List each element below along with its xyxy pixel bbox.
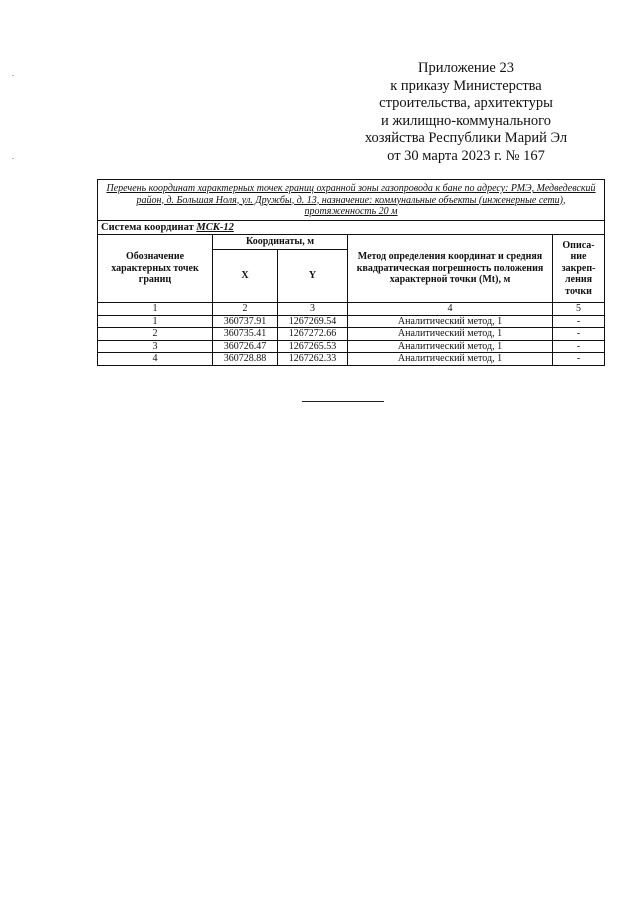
table-row bbox=[98, 328, 605, 341]
cell-x: 360728.88 bbox=[213, 353, 278, 366]
cell-y: 1267272.66 bbox=[278, 328, 348, 341]
annex-line-date: от 30 марта 2023 г. № 167 bbox=[387, 147, 545, 164]
cell-point: 4 bbox=[98, 353, 213, 366]
coordinate-system-label: Система координат bbox=[101, 221, 197, 233]
cell-point: 2 bbox=[98, 328, 213, 341]
coordinates-table bbox=[97, 179, 605, 366]
scan-mark bbox=[12, 158, 14, 159]
annex-line-ministry-2: и жилищно-коммунального bbox=[380, 112, 552, 129]
annex-header bbox=[300, 60, 632, 166]
cell-method: Аналитический метод, 1 bbox=[348, 315, 553, 328]
table-caption: Перечень координат характерных точек границ охранной зоны газопровода к бане по адресу: РМЭ, Медведевский район, д. Большая Ноля, ул. Дружбы, д. 13, назначение: коммунальные объекты (инженерные сети), протяженность 20 м bbox=[98, 180, 605, 221]
cell-desc: - bbox=[553, 315, 605, 328]
header-x: X bbox=[213, 250, 278, 303]
column-number: 1 bbox=[98, 303, 213, 316]
cell-point: 3 bbox=[98, 340, 213, 353]
cell-y: 1267262.33 bbox=[278, 353, 348, 366]
coordinate-system-value: МСК-12 bbox=[196, 221, 234, 233]
cell-method: Аналитический метод, 1 bbox=[348, 340, 553, 353]
cell-desc: - bbox=[553, 328, 605, 341]
cell-desc: - bbox=[553, 340, 605, 353]
annex-line-ministry-3: хозяйства Республики Марий Эл bbox=[364, 130, 568, 147]
cell-x: 360726.47 bbox=[213, 340, 278, 353]
cell-y: 1267269.54 bbox=[278, 315, 348, 328]
cell-method: Аналитический метод, 1 bbox=[348, 353, 553, 366]
table-row bbox=[98, 340, 605, 353]
annex-line-order: к приказу Министерства bbox=[390, 77, 542, 94]
header-coords: Координаты, м bbox=[213, 235, 348, 250]
scan-mark bbox=[12, 75, 14, 76]
end-divider bbox=[302, 401, 384, 402]
column-number: 5 bbox=[553, 303, 605, 316]
header-point: Обозначение характерных точек границ bbox=[98, 235, 213, 303]
annex-line-ministry-1: строительства, архитектуры bbox=[379, 95, 553, 112]
column-numbers-row bbox=[98, 303, 605, 316]
header-desc: Описа-ние закреп-ления точки bbox=[553, 235, 605, 303]
column-number: 3 bbox=[278, 303, 348, 316]
coordinate-system-row bbox=[98, 220, 605, 235]
cell-desc: - bbox=[553, 353, 605, 366]
cell-point: 1 bbox=[98, 315, 213, 328]
column-number: 2 bbox=[213, 303, 278, 316]
cell-x: 360737.91 bbox=[213, 315, 278, 328]
cell-y: 1267265.53 bbox=[278, 340, 348, 353]
cell-method: Аналитический метод, 1 bbox=[348, 328, 553, 341]
table-row bbox=[98, 315, 605, 328]
column-number: 4 bbox=[348, 303, 553, 316]
table-row bbox=[98, 353, 605, 366]
header-y: Y bbox=[278, 250, 348, 303]
cell-x: 360735.41 bbox=[213, 328, 278, 341]
annex-line-title: Приложение 23 bbox=[418, 60, 514, 76]
header-method: Метод определения координат и средняя квадратическая погрешность положения характерной точки (Mt), м bbox=[348, 235, 553, 303]
